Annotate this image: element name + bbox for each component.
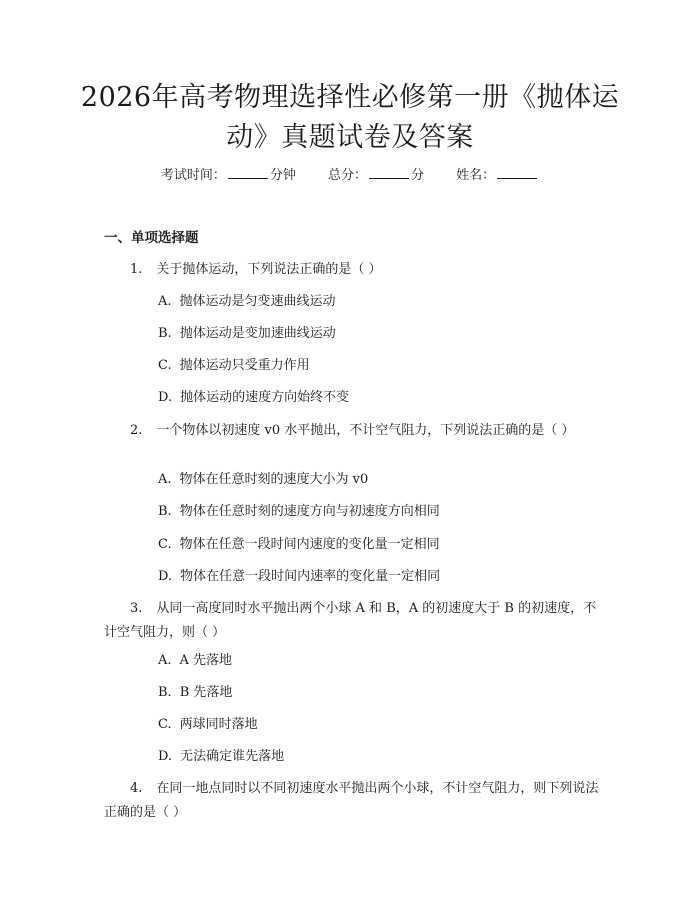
- question-2: [104, 419, 604, 443]
- exam-title: [60, 78, 640, 158]
- question-text: 在同一地点同时以不同初速度水平抛出两个小球，不计空气阻力，则下列说法正确的是（ ）: [104, 781, 599, 820]
- title-line-2: 动》真题试卷及答案: [226, 122, 474, 153]
- question-3: [104, 597, 604, 645]
- option-text: 物体在任意时刻的速度大小为 v0: [179, 472, 369, 487]
- time-unit: 分钟: [269, 168, 296, 183]
- option-letter: B.: [158, 504, 172, 519]
- question-text: 从同一高度同时水平抛出两个小球 A 和 B，A 的初速度大于 B 的初速度，不计空气阻力，则（ ）: [104, 601, 597, 640]
- option-letter: D.: [158, 749, 173, 764]
- question-text: 一个物体以初速度 v0 水平抛出，不计空气阻力，下列说法正确的是（ ）: [156, 423, 575, 438]
- option-text: B 先落地: [179, 685, 233, 700]
- option-letter: A.: [158, 294, 172, 309]
- option-2c: [158, 535, 440, 555]
- option-letter: C.: [158, 717, 172, 732]
- question-number: 4.: [130, 781, 143, 796]
- option-text: 物体在任意一段时间内速率的变化量一定相同: [180, 569, 441, 584]
- question-1: [104, 258, 604, 282]
- option-1d: [158, 388, 349, 408]
- option-2a: [158, 470, 368, 490]
- option-1a: [158, 292, 336, 312]
- option-letter: D.: [158, 390, 173, 405]
- option-3d: [158, 747, 284, 767]
- option-letter: C.: [158, 537, 172, 552]
- option-text: 物体在任意时刻的速度方向与初速度方向相同: [179, 504, 440, 519]
- option-2b: [158, 502, 440, 522]
- exam-time: [161, 166, 296, 186]
- option-text: 两球同时落地: [179, 717, 258, 732]
- option-text: 抛体运动是匀变速曲线运动: [179, 294, 336, 309]
- question-text: 关于抛体运动，下列说法正确的是（ ）: [156, 262, 382, 277]
- option-2d: [158, 567, 440, 587]
- option-text: 抛体运动的速度方向始终不变: [180, 390, 350, 405]
- question-4: [104, 777, 604, 825]
- question-number: 3.: [130, 601, 143, 616]
- question-number: 1.: [130, 262, 143, 277]
- option-3a: [158, 651, 232, 671]
- option-1c: [158, 356, 310, 376]
- option-1b: [158, 324, 336, 344]
- exam-meta: [0, 166, 700, 186]
- student-name: [456, 166, 539, 186]
- option-text: 无法确定谁先落地: [180, 749, 285, 764]
- question-number: 2.: [130, 423, 143, 438]
- option-text: 物体在任意一段时间内速度的变化量一定相同: [179, 537, 440, 552]
- total-score: [328, 166, 424, 186]
- option-3b: [158, 683, 232, 703]
- option-letter: B.: [158, 685, 172, 700]
- option-letter: A.: [158, 653, 172, 668]
- score-label: 总分：: [327, 168, 367, 183]
- score-blank: [369, 166, 409, 179]
- option-letter: C.: [158, 358, 172, 373]
- title-line-1: 2026年高考物理选择性必修第一册《抛体运: [80, 82, 620, 113]
- name-blank: [497, 166, 537, 179]
- name-label: 姓名：: [456, 168, 496, 183]
- option-text: 抛体运动只受重力作用: [179, 358, 310, 373]
- option-text: A 先落地: [179, 653, 233, 668]
- option-letter: A.: [158, 472, 172, 487]
- score-unit: 分: [411, 168, 425, 183]
- option-text: 抛体运动是变加速曲线运动: [179, 326, 336, 341]
- time-blank: [228, 166, 268, 179]
- option-letter: B.: [158, 326, 172, 341]
- section-heading: 一、单项选择题: [104, 230, 199, 246]
- option-3c: [158, 715, 258, 735]
- time-label: 考试时间：: [160, 168, 226, 183]
- option-letter: D.: [158, 569, 173, 584]
